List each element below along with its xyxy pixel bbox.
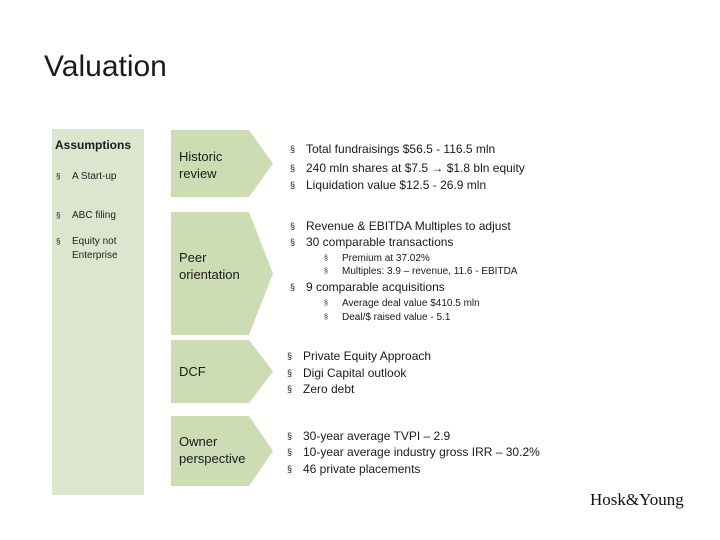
assumptions-heading: Assumptions xyxy=(55,138,132,152)
section-label: Historic review xyxy=(179,149,223,181)
bullet-icon: § xyxy=(56,237,61,246)
bullet-icon: § xyxy=(56,211,61,220)
section-arrow-owner xyxy=(171,416,273,486)
assumptions-panel xyxy=(52,129,144,495)
section-arrow-historic xyxy=(171,130,273,197)
bullet-icon: § xyxy=(56,172,61,181)
assumption-item: § A Start-up xyxy=(56,171,117,182)
section-arrow-dcf xyxy=(171,340,273,403)
section-arrow-peer xyxy=(171,212,273,335)
section-label: DCF xyxy=(179,364,206,379)
section-label: Owner perspective xyxy=(179,434,246,466)
assumption-item: § Equity not Enterprise xyxy=(56,236,118,261)
page-title: Valuation xyxy=(44,50,167,83)
assumption-item: § ABC filing xyxy=(56,210,116,221)
section-label: Peer orientation xyxy=(179,250,240,282)
company-logo: Hosk&Young xyxy=(590,490,684,509)
